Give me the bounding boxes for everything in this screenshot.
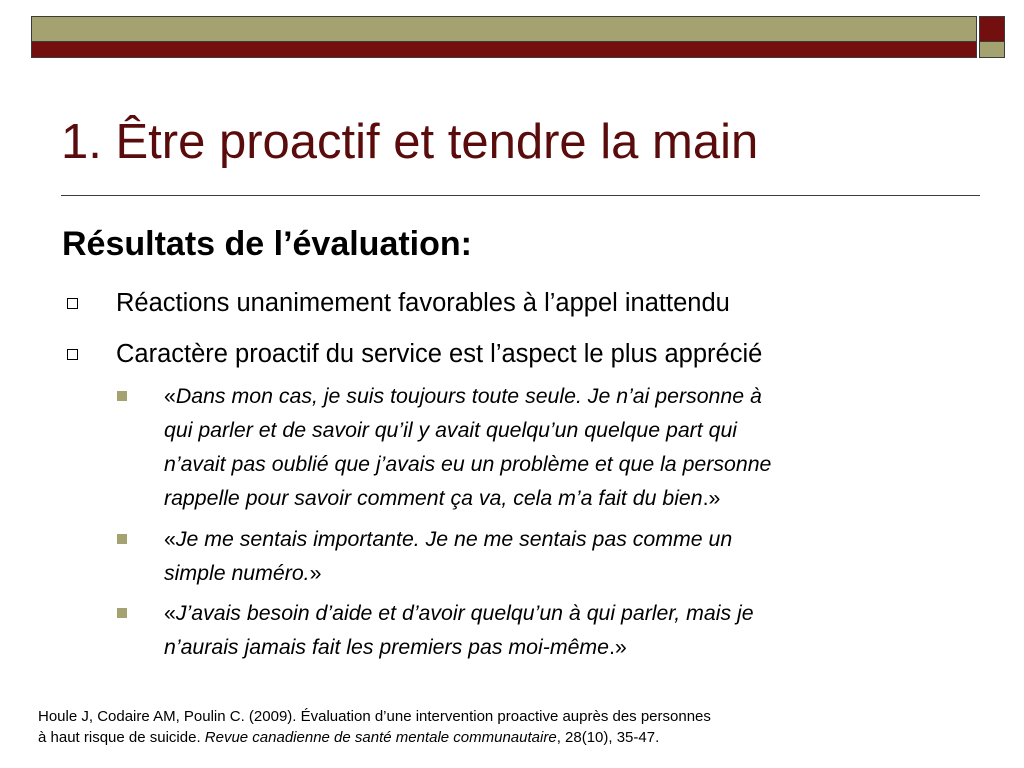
hollow-square-bullet-icon [67,349,78,360]
quote-close-mark: .» [609,635,627,659]
quote-close-mark: .» [702,486,721,510]
quote-line: Dans mon cas, je suis toujours toute seule. Je n’ai personne à [175,384,762,408]
hollow-square-bullet-icon [67,298,78,309]
quote-open-mark: « [164,601,176,625]
title-divider [61,195,980,196]
header-square-maroon [979,16,1005,42]
slide-title: 1. Être proactif et tendre la main [61,115,759,169]
quote-text [164,596,984,664]
quote-line: qui parler et de savoir qu’il y avait quelqu’un quelque part qui [164,418,738,442]
quote-line: J’avais besoin d’aide et d’avoir quelqu’un à qui parler, mais je [175,601,754,625]
header-bar-olive [31,16,977,42]
citation-journal: Revue canadienne de santé mentale communautaire [204,729,557,746]
bullet-text: Réactions unanimement favorables à l’appel inattendu [116,289,730,317]
citation-line-2-prefix: à haut risque de suicide. [38,729,205,746]
quote-line: n’aurais jamais fait les premiers pas moi-même [164,635,610,659]
header-square-olive [979,42,1005,58]
section-heading: Résultats de l’évaluation: [62,225,472,263]
quote-close-mark: » [309,561,322,585]
quote-text [164,522,984,590]
quote-open-mark: « [164,384,176,408]
filled-square-bullet-icon [117,534,127,544]
citation-line-2-suffix: , 28(10), 35-47. [556,729,660,746]
quote-line: Je me sentais importante. Je ne me sentais pas comme un [175,527,733,551]
filled-square-bullet-icon [117,608,127,618]
quote-line: simple numéro. [164,561,310,585]
quote-open-mark: « [164,527,176,551]
bullet-text: Caractère proactif du service est l’aspect le plus apprécié [116,340,763,368]
quote-line: rappelle pour savoir comment ça va, cela m’a fait du bien [164,486,703,510]
header-bar-maroon [31,42,977,58]
quote-line: n’avait pas oublié que j’avais eu un problème et que la personne [164,452,772,476]
citation [38,706,998,748]
citation-line-1: Houle J, Codaire AM, Poulin C. (2009). Évaluation d’une intervention proactive auprès des personnes [38,708,711,725]
filled-square-bullet-icon [117,391,127,401]
quote-text [164,379,984,515]
